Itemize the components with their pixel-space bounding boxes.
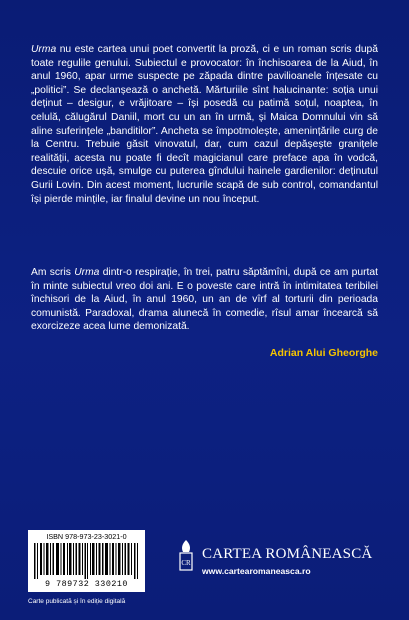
quote-text: dintr-o respirație, în trei, patru săptămîni, după ce am purtat în minte subiectul vreo doi ani. E o poveste care intră în intimitatea teribilei închisori de la Aiud, în anul 1960, un an de vîrf al torturii din perioada comunistă. Paradoxal, drama alunecă în comedie, rîsul amar încearcă să exorcizeze acea lume demonizată. [31, 267, 378, 333]
synopsis-text: nu este cartea unui poet convertit la proză, ci e un roman scris după toate regulile genului. Subiectul e provocator: în închisoarea de la Aiud, în anul 1960, apar urme suspecte pe zăpada dintre pavilioanele înțesate cu „politici”. Se declanșează o anchetă. Mărturiile sînt halucinante: soția unui deținut – desigur, e vrăjitoare – își posedă cu patimă soțul, noaptea, în celulă, călugărul Daniil, mort cu un an în urmă, și Maica Domnului vin să aline suferințele „banditilor”. Ancheta se împotmolește, amenințările curg de la Centru. Trebuie găsit vinovatul, dar, cum cazul depășește granițele realității, acesta nu poate fi decît magicianul care preface apa în vodcă, descuie orice ușă, smulge cu puterea gîndului hainele gardienilor: deținutul Gurii Lovin. Din acest moment, lucrurile scapă de sub control, comandantul își pierde mințile, iar finalul devine un nou început. [31, 44, 378, 205]
publisher-logo-letters: CR [181, 559, 191, 567]
author-name: Adrian Alui Gheorghe [269, 347, 378, 359]
barcode-label [28, 530, 145, 592]
author-quote-paragraph [31, 266, 378, 334]
book-title-italic: Urma [31, 44, 57, 55]
publisher-url: www.cartearomaneasca.ro [202, 566, 311, 576]
digital-edition-note: Carte publicată și în ediție digitală [28, 598, 126, 605]
quote-lead: Am scris [31, 267, 75, 278]
barcode-digits: 9 789732 330210 [45, 579, 128, 589]
synopsis-paragraph [31, 43, 378, 206]
quote-book-title-italic: Urma [74, 267, 100, 278]
isbn-text: ISBN 978-973-23-3021-0 [46, 532, 127, 541]
publisher-logo-icon [175, 538, 197, 572]
publisher-block [175, 538, 385, 582]
publisher-name: CARTEA ROMÂNEASCĂ [202, 546, 373, 562]
barcode-icon [34, 543, 139, 579]
